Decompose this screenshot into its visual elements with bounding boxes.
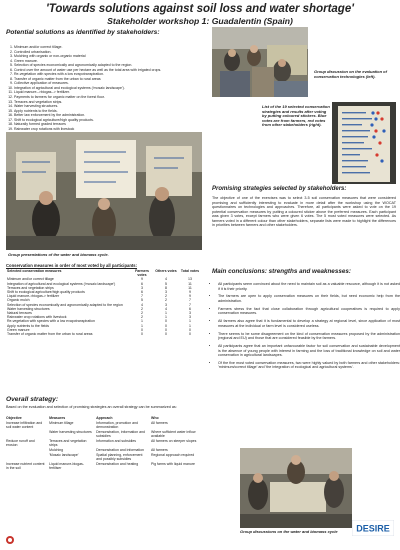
overall-cell-who: Where sufficient water inflow available (151, 430, 196, 438)
votes-cell-total: 7 (189, 302, 191, 307)
votes-cell-farmers: 0 (141, 327, 143, 332)
promising-text: The objective of one of the exercises was to select 3-5 soil conservation measures that were considered promising and sufficiently interesting to evaluate in more detail after the workshop using the WOCAT questionnaires on technologies and approaches. Therefore, all participants were asked to vote on the 19 potential conservation measures by putting a coloured sticker above the preferred measures. Each participant was given 3 votes, except farmers who were given 6 votes. The 5 most voted measures were selected. As farmers voted in a different colour than other stakeholders, separate lists were made to highlight the differences in priorities between farmers and other stakeholders. (212, 196, 396, 228)
potential-solution-item: 2. Controlled urbanisation. (14, 50, 210, 55)
votes-cell-measure: Rainwater crop rotations with livestock (7, 315, 67, 320)
overall-cell-measures: Liquid manure-biogas-fertiliser (49, 462, 84, 470)
votes-cell-measure: Shift to ecological agriculture/high quality products (7, 290, 85, 295)
votes-cell-total: 1 (189, 319, 191, 324)
desire-logo-text: DESIRE (356, 523, 390, 534)
potential-solution-item: 14. Water harvesting structures. (14, 104, 210, 109)
votes-cell-farmers: 6 (141, 290, 143, 295)
potential-solution-item: 16. Better law enforcement by the administration. (14, 113, 210, 118)
conclusions-heading: Main conclusions: strengths and weaknesses: (212, 268, 351, 275)
votes-col-others: Others votes (155, 269, 177, 273)
votes-cell-measure: Minimum and/or correct tillage (7, 277, 54, 282)
conclusion-item: • All participants agree that an important unfavourable factor for soil conservation and sustainable development is the absence of young people with interest in farming and the loss of traditional knowledge on soil and water conservation in agricultural landscapes. (218, 344, 400, 358)
votes-col-measure: Selected conservation measures (7, 269, 62, 273)
votes-row (6, 332, 202, 336)
overall-cell-approach: Demonstration and heating (96, 462, 139, 466)
votes-col-total: Total votes (180, 269, 200, 273)
overall-row (6, 430, 202, 439)
potential-solution-item: 13. Terraces and vegetation strips. (14, 100, 210, 105)
votes-body (6, 277, 202, 336)
votes-cell-total: 13 (188, 277, 192, 282)
overall-strategy-table (6, 416, 202, 471)
poster-subtitle: Stakeholder workshop 1: Guadalentin (Spain) (107, 16, 293, 26)
potential-solution-item: 4. Green manure. (14, 59, 210, 64)
potential-solution-item: 12. Payments to farmers for organic matter on the forest floor. (14, 95, 210, 100)
caption-group-discussion: Group discussion on the evaluation of conservation technologies (left). (314, 69, 387, 79)
votes-cell-total: 7 (189, 298, 191, 303)
votes-cell-measure: Integration of agricultural and ecological systems ('mosaic landscape') (7, 281, 116, 286)
votes-heading: Conservation measures in order of most voted by all participants: (6, 263, 138, 268)
caption-voting-list: List of the 19 selected conservation strategies and results after voting by putting coloured stickers. Blue votes are from farmers, red votes from other stakeholders (right). (262, 104, 330, 128)
potential-solution-item: 6. Control over the amount of water use per hectare as well as the total area with irrigated crops. (14, 68, 210, 73)
votes-cell-farmers: 2 (141, 311, 143, 316)
overall-cell-who: All farmers on steeper slopes (151, 439, 197, 443)
votes-cell-others: 0 (165, 323, 167, 328)
overall-cell-measures: Mulching (49, 448, 64, 452)
overall-cell-approach: Information and subsidies (96, 439, 137, 443)
potential-solution-item: 17. Shift to ecological agriculture/high quality products. (14, 118, 210, 123)
votes-cell-others: 1 (165, 315, 167, 320)
overall-cell-measures: Minimum tillage (49, 421, 74, 425)
votes-header-row (6, 269, 202, 277)
votes-cell-others: 4 (165, 306, 167, 311)
partner-logo-icon (4, 532, 16, 542)
votes-cell-total: 9 (189, 294, 191, 299)
votes-cell-others: 3 (165, 302, 167, 307)
conclusions-list (210, 282, 400, 373)
votes-cell-total: 11 (188, 285, 192, 290)
potential-solution-item: 7. Re-vegetation with species with a low evapotranspiration. (14, 72, 210, 77)
votes-cell-farmers: 5 (141, 298, 143, 303)
votes-cell-measure: Selection of species economically and agronomically adapted to the region (7, 302, 123, 307)
caption-group-presentations: Group presentations of the water and biomass cycle. (8, 252, 109, 257)
conclusion-item: • There seems to be some disagreement on the kind of conservation measures proposed by the administration (regional and EU) and those that are considered feasible by the farmers. (218, 332, 400, 341)
votes-cell-others: 0 (165, 319, 167, 324)
overall-cell-approach: Demonstration and information (96, 448, 144, 452)
votes-cell-measure: Organic mulch (7, 298, 30, 303)
votes-cell-farmers: 1 (141, 319, 143, 324)
photo-group-discussion-graphic (212, 27, 308, 97)
votes-cell-measure: Transfer of organic matter from the urban to rural areas (7, 332, 93, 337)
votes-cell-others: 3 (165, 290, 167, 295)
votes-cell-farmers: 9 (141, 277, 143, 282)
votes-cell-farmers: 2 (141, 315, 143, 320)
overall-cell-who: All farmers (151, 421, 168, 425)
conclusion-item: • Of the five most voted conservation measures, two were highly valued by both farmers and other stakeholders: 'minimum/correct tillage' and 'the integration of ecological and agricultural systems'. (218, 361, 400, 370)
partner-logo-graphic (4, 535, 16, 545)
overall-cell-measures: Water harvesting structures (49, 430, 92, 434)
promising-heading: Promising strategies selected by stakeholders: (212, 186, 347, 192)
overall-body (6, 421, 202, 471)
potential-solution-item: 5. Selection of species economically and agronomically adapted to the region. (14, 63, 210, 68)
potential-solution-item: 18. Naturally formed graded terraces (14, 122, 210, 127)
overall-heading: Overall strategy: (6, 396, 59, 403)
votes-cell-measure: Green manure (7, 327, 30, 332)
photo-voting-list (332, 102, 396, 184)
votes-cell-measure: Re-vegetation with species with a low evapotranspiration (7, 319, 95, 324)
votes-cell-total: 6 (189, 306, 191, 311)
potential-solutions-list (4, 45, 210, 131)
votes-table (6, 269, 202, 336)
votes-cell-farmers: 3 (141, 285, 143, 290)
photo-group-presentations-graphic (6, 132, 202, 250)
potential-solution-item: 11. Liquid manure-->biogas--> fertilizer. (14, 90, 210, 95)
votes-cell-measure: Liquid manure->biogas-> fertilizer (7, 294, 60, 299)
votes-cell-others: 0 (165, 327, 167, 332)
votes-cell-farmers: 7 (141, 294, 143, 299)
votes-cell-farmers: 2 (141, 306, 143, 311)
desire-logo-graphic (352, 520, 394, 536)
photo-group-discussion (212, 27, 308, 97)
overall-row (6, 453, 202, 462)
votes-cell-farmers: 4 (141, 302, 143, 307)
overall-cell-who: Pig farms with liquid manure (151, 462, 195, 466)
votes-cell-total: 0 (189, 332, 191, 337)
votes-cell-farmers: 6 (141, 281, 143, 286)
overall-row (6, 439, 202, 448)
overall-cell-approach: Spatial planning, enforcement and possibly subsidies (96, 453, 143, 461)
overall-col-who: Who (151, 416, 159, 420)
votes-cell-measure: Terraces and vegetation strips (7, 285, 54, 290)
potential-solution-item: 19. Rainwater crop rotations with livestock (14, 127, 210, 132)
photo-voting-list-graphic (332, 102, 396, 184)
votes-cell-total: 0 (189, 327, 191, 332)
votes-cell-others: 8 (165, 285, 167, 290)
potential-solution-item: 9. Collective application of measures. (14, 81, 210, 86)
votes-cell-others: 1 (165, 311, 167, 316)
overall-col-objective: Objective (6, 416, 22, 420)
overall-cell-objective: Reduce runoff and erosion (6, 439, 35, 447)
conclusion-item: • All farmers also agree that it is fundamental to develop a strategy at regional level, since application of most measures at the individual or farm level is considered useless. (218, 319, 400, 328)
photo-group-presentations (6, 132, 202, 250)
votes-cell-others: 5 (165, 281, 167, 286)
overall-cell-who: Regional approach required (151, 453, 195, 457)
caption-water-biomass: Group discussions on the water and biomass cycle (240, 529, 338, 534)
votes-cell-total: 3 (189, 315, 191, 320)
votes-cell-farmers: 0 (141, 332, 143, 337)
votes-cell-measure: Water harvesting structures (7, 306, 50, 311)
photo-water-biomass-graphic (240, 448, 352, 528)
overall-cell-objective: Increase nutrient content in the soil (6, 462, 45, 470)
overall-cell-measures: Terraces and vegetation strips (49, 439, 87, 447)
votes-cell-others: 0 (165, 332, 167, 337)
votes-cell-others: 2 (165, 298, 167, 303)
votes-cell-total: 1 (189, 323, 191, 328)
conclusion-item: • The farmers are open to apply conservation measures on their fields, but need economic help from the administration. (218, 294, 400, 303)
votes-cell-total: 9 (189, 290, 191, 295)
votes-cell-others: 2 (165, 294, 167, 299)
potential-solution-item: 8. Transfer of organic matter from the urban to rural areas (14, 77, 210, 82)
overall-cell-who: All farmers (151, 448, 168, 452)
overall-cell-objective (6, 453, 49, 462)
votes-cell-farmers: 1 (141, 323, 143, 328)
overall-row (6, 421, 202, 430)
potential-heading: Potential solutions as identified by stakeholders: (6, 29, 160, 36)
potential-solution-item: 15. Apply nutrients to the fields. (14, 109, 210, 114)
overall-cell-objective (6, 430, 49, 439)
votes-cell-others: 4 (165, 277, 167, 282)
votes-col-farmers: Farmers votes (135, 269, 149, 278)
overall-cell-approach: Information, promotion and demonstration (96, 421, 138, 429)
overall-cell-objective: Increase infiltration and soil water content (6, 421, 43, 429)
votes-cell-total: 3 (189, 311, 191, 316)
potential-solution-item: 1. Minimum and/or correct tillage. (14, 45, 210, 50)
conclusion-item: • Farmers stress the fact that close collaboration through agricultural cooperatives is required to apply conservation measures. (218, 307, 400, 316)
overall-cell-approach: Demonstration, information and subsidies (96, 430, 145, 438)
overall-row (6, 462, 202, 471)
overall-col-approach: Approach (96, 416, 113, 420)
overall-intro: Based on the evaluation and selection of promising strategies an overall strategy can be summarized as: (6, 405, 177, 409)
overall-col-measures: Measures (49, 416, 66, 420)
votes-cell-measure: Apply nutrients to the fields (7, 323, 50, 328)
overall-cell-measures: 'Mosaic landscape' (49, 453, 79, 457)
photo-water-biomass (240, 448, 352, 528)
potential-solution-item: 3. Mulching with organic or non-organic material (14, 54, 210, 59)
desire-logo (352, 520, 394, 536)
votes-cell-measure: Natural terraces (7, 311, 32, 316)
potential-solution-item: 10. Integration of agricultural and ecological systems ('mosaic landscape'). (14, 86, 210, 91)
poster-title: 'Towards solutions against soil loss and water shortage' (46, 3, 354, 15)
conclusion-item: • All participants seem convinced about the need to maintain soil as a valuable resource, although it is not asked if it is their priority. (218, 282, 400, 291)
votes-cell-total: 11 (188, 281, 192, 286)
